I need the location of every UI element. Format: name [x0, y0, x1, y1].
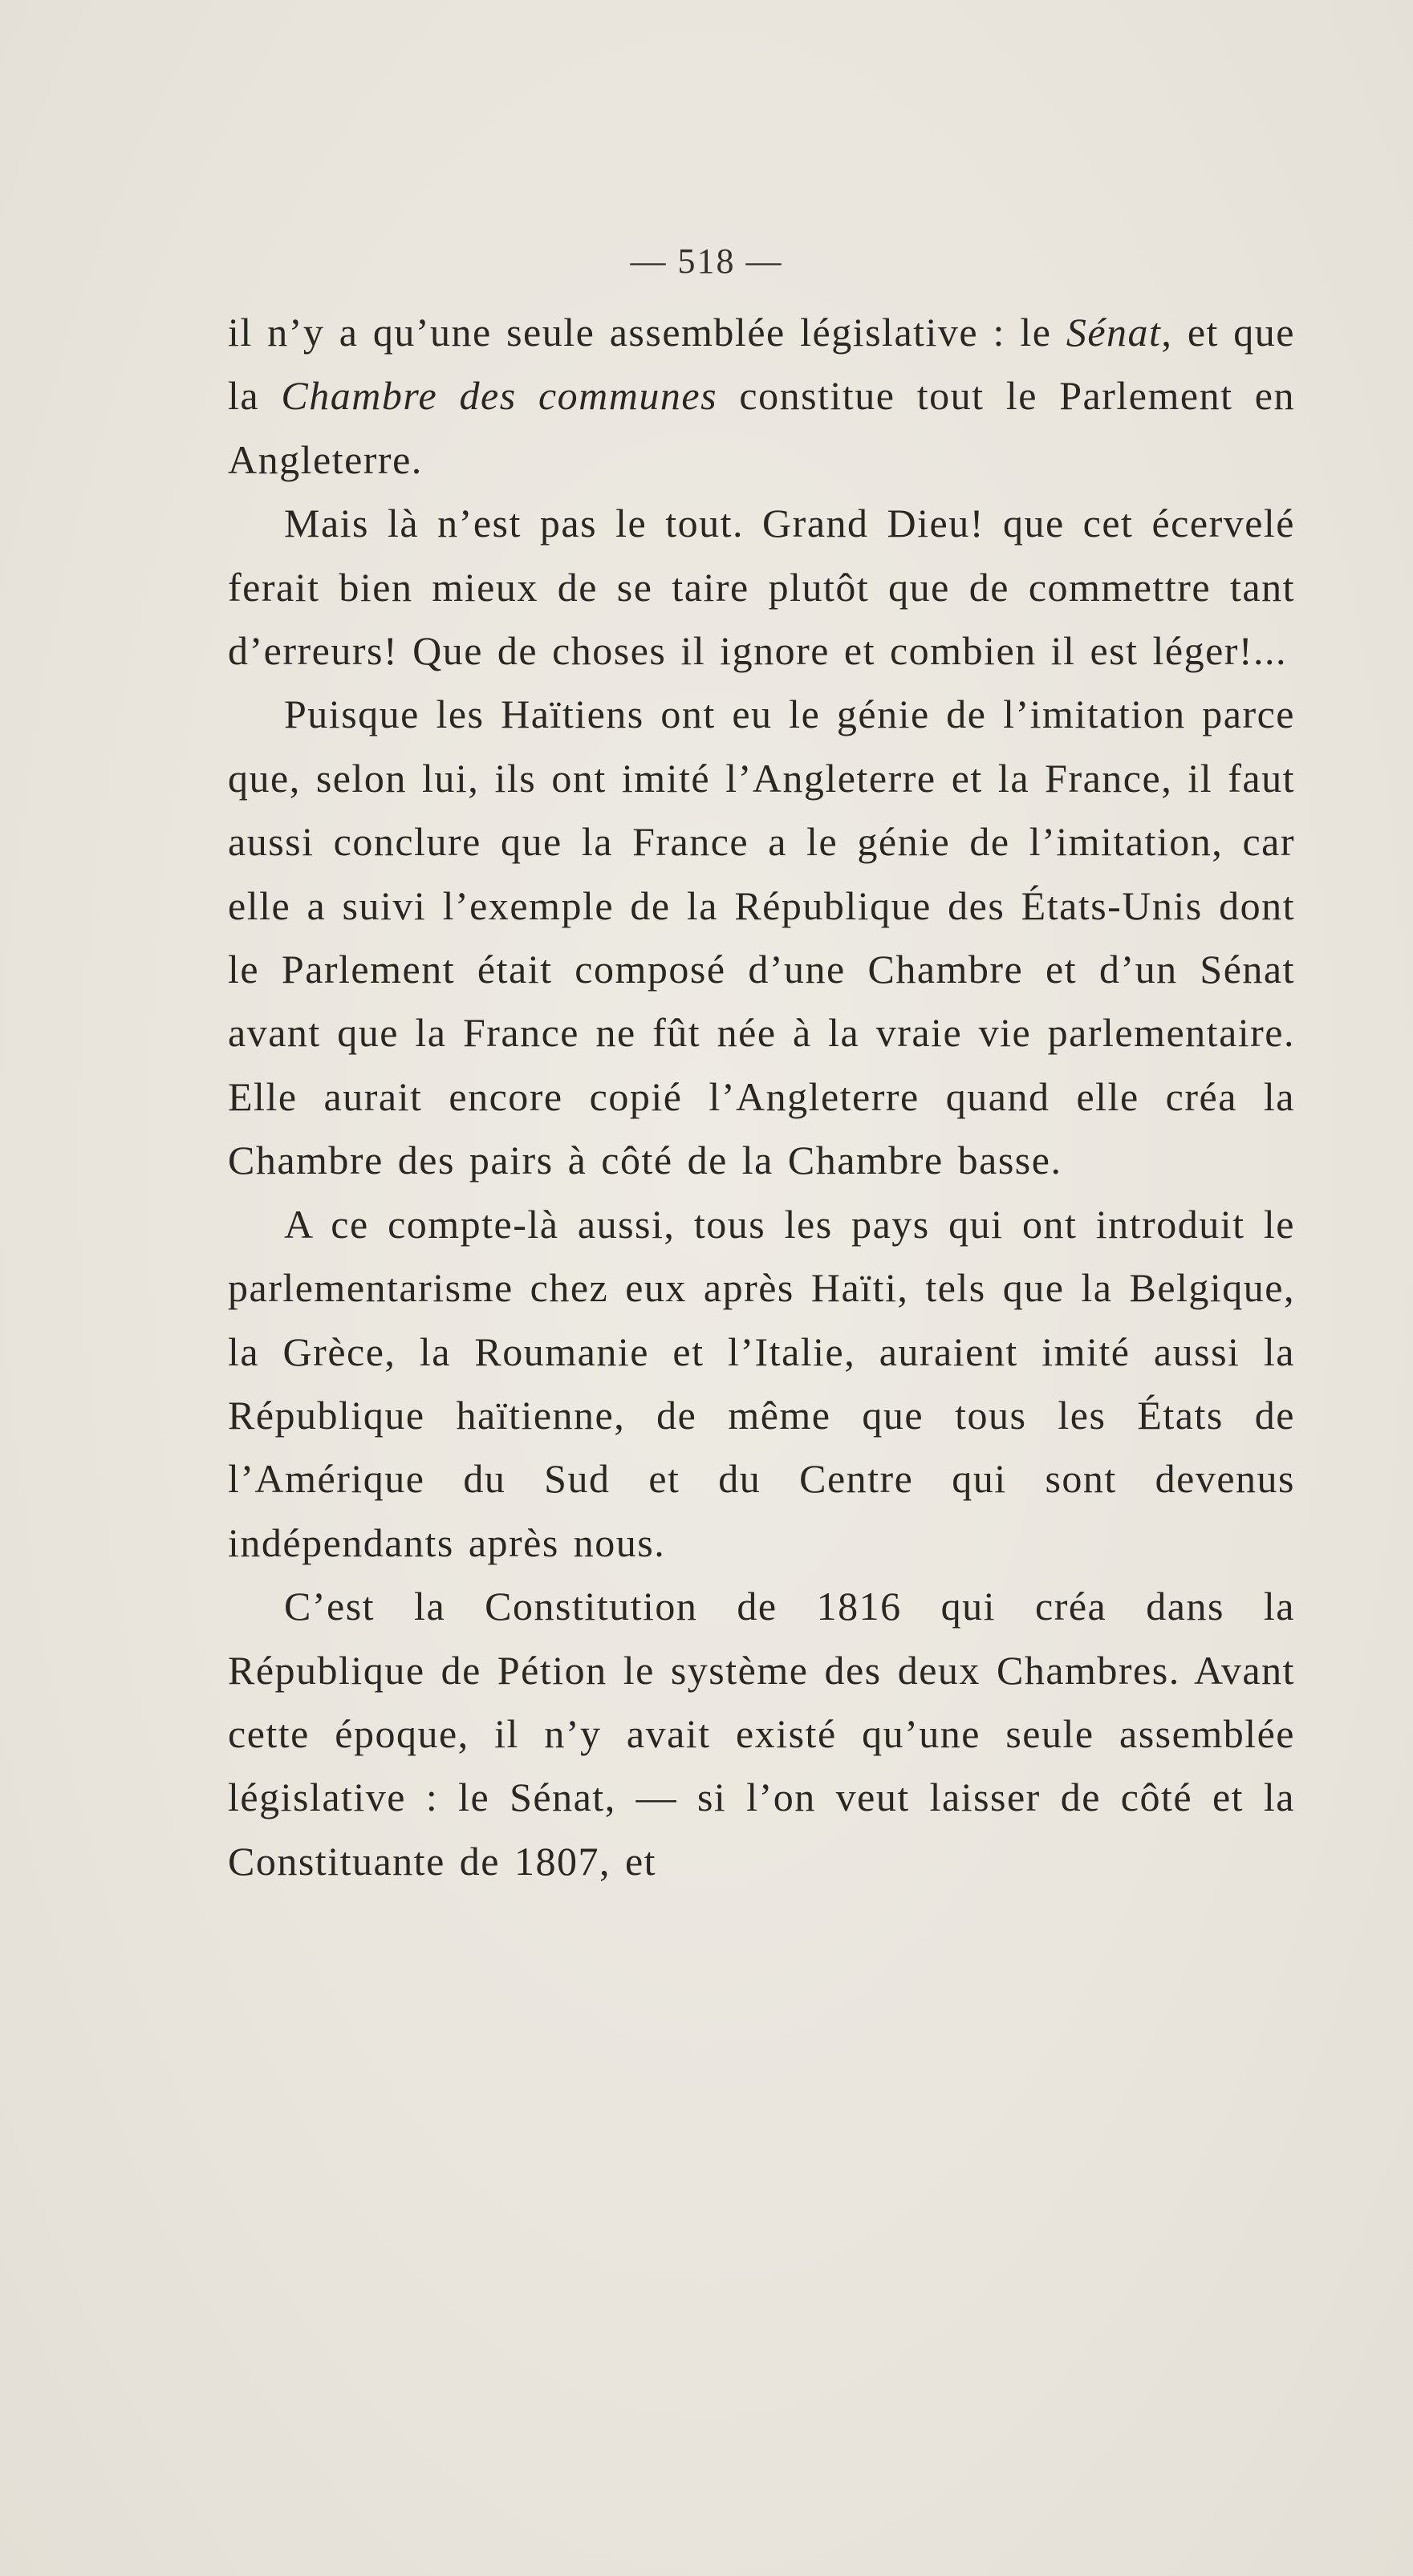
paragraph-1-part-2: , et que la	[228, 310, 1295, 419]
paragraph-2: Mais là n’est pas le tout. Grand Dieu! que cet écervelé ferait bien mieux de se taire plutôt que de commettre tant d’erreurs! Que de choses il ignore et combien il est léger!...	[228, 501, 1295, 674]
paragraph-3: Puisque les Haïtiens ont eu le génie de l’imitation parce que, selon lui, ils ont imité l’Angleterre et la France, il faut aussi conclure que la France a le génie de l’imitation, car elle a suivi l’exemple de la République des États-Unis dont le Parlement était composé d’une Chambre et d’un Sénat avant que la France ne fût née à la vraie vie parlementaire. Elle aurait encore copié l’Angleterre quand elle créa la Chambre des pairs à côté de la Chambre basse.	[228, 692, 1295, 1183]
paragraph-1	[228, 301, 1295, 492]
paragraph-5: C’est la Constitution de 1816 qui créa dans la République de Pétion le système des deux Chambres. Avant cette époque, il n’y avait existé qu’une seule assemblée législative : le Sénat, — si l’on veut laisser de côté et la Constituante de 1807, et	[228, 1584, 1295, 1884]
paragraph-1-part-3: constitue tout le Parlement en Angleterre.	[228, 373, 1295, 482]
page-number: — 518 —	[630, 241, 783, 281]
paragraph-1-chambre-italic: Chambre des communes	[281, 373, 718, 419]
body-text	[228, 301, 1295, 1893]
paragraph-1-part-1: il n’y a qu’une seule assemblée législative : le	[228, 310, 1066, 355]
paragraph-4: A ce compte-là aussi, tous les pays qui ont introduit le parlementarisme chez eux après Haïti, tels que la Belgique, la Grèce, la Roumanie et l’Italie, auraient imité aussi la République haïtienne, de même que tous les États de l’Amérique du Sud et du Centre qui sont devenus indépendants après nous.	[228, 1201, 1295, 1565]
paragraph-1-senat-italic: Sénat	[1066, 310, 1162, 355]
